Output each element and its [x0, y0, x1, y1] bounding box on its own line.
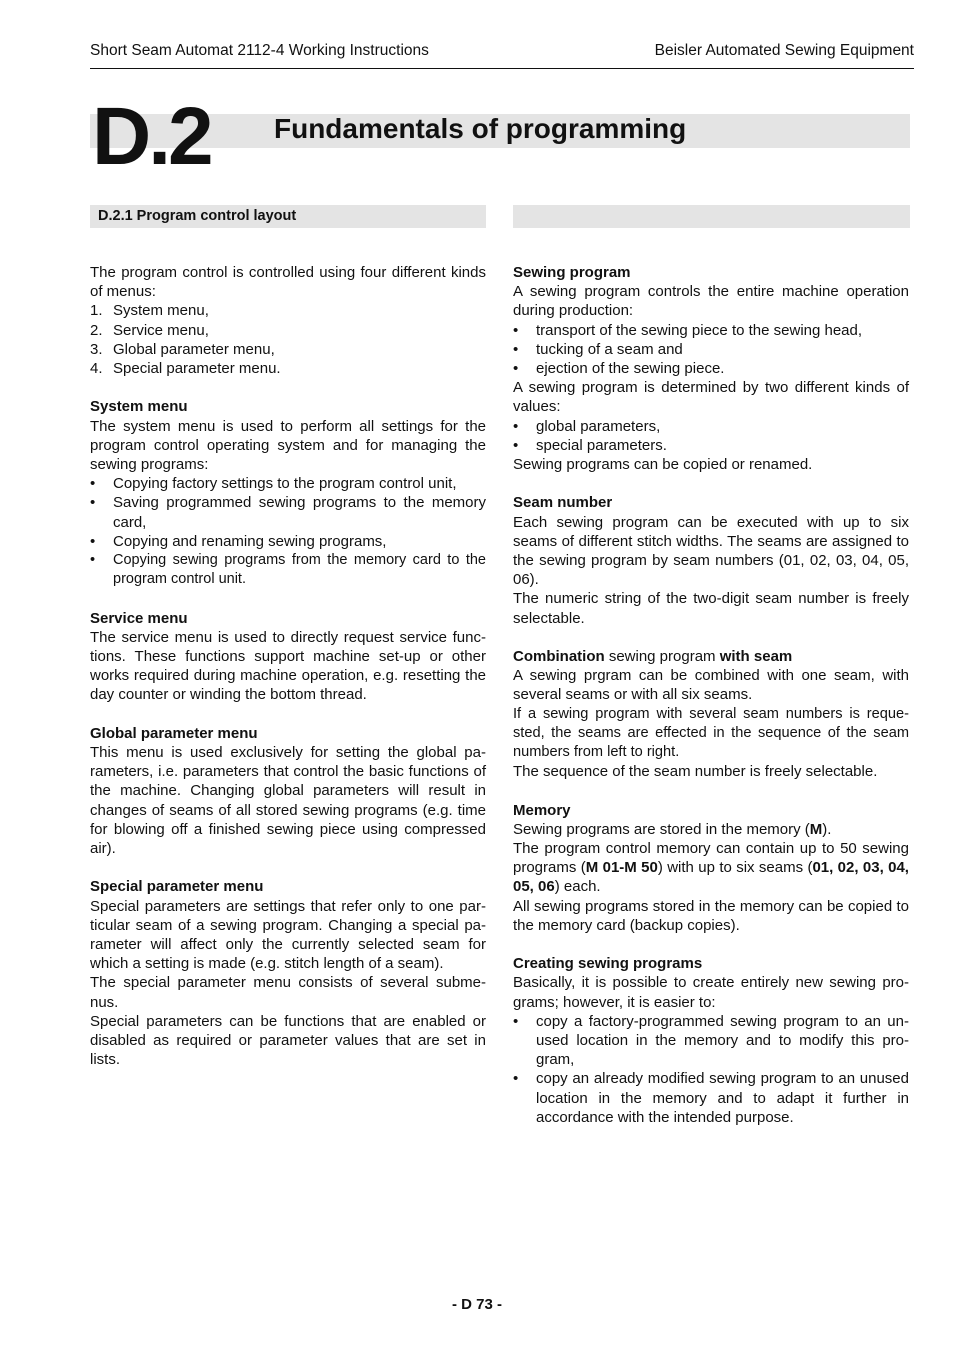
list-item: • tucking of a seam and	[513, 340, 683, 358]
list-item: • Copying sewing programs from the memory card to the program control unit.	[90, 552, 486, 588]
seam-number-text-2: The numeric string of the two-digit seam number is freely selectable.	[513, 590, 909, 627]
section-title: D.2.1 Program control layout	[98, 208, 297, 224]
memory-text-1: Sewing programs are stored in the memory (M).	[513, 820, 832, 838]
creating-heading: Creating sewing programs	[513, 955, 703, 973]
memory-heading: Memory	[513, 801, 571, 819]
service-menu-heading: Service menu	[90, 609, 188, 627]
combination-text-1: A sewing prgram can be combined with one seam, with several seams or with all six seams.	[513, 667, 909, 704]
service-menu-text: The service menu is used to directly request service functions. These functions support machine set-up or other works required during machine operation, e.g. resetting the day counter or winding the bottom thread.	[90, 628, 486, 704]
system-menu-text: The system menu is used to perform all settings for the program control operating system and for managing the sewing programs:	[90, 417, 486, 474]
list-item: 1. System menu,	[90, 302, 209, 320]
list-item: • transport of the sewing piece to the sewing head,	[513, 321, 863, 339]
list-item: • Saving programmed sewing programs to the memory card,	[90, 494, 486, 531]
list-item: • copy a factory-programmed sewing program to an unused location in the memory and to modify this program,	[513, 1012, 909, 1069]
special-menu-heading: Special parameter menu	[90, 878, 264, 896]
header-right-text: Beisler Automated Sewing Equipment	[654, 42, 914, 59]
right-column	[513, 263, 909, 1127]
list-item: • special parameters.	[513, 436, 667, 454]
left-column	[90, 263, 486, 1069]
list-item: 4. Special parameter menu.	[90, 360, 281, 378]
system-menu-heading: System menu	[90, 398, 188, 416]
page-number: - D 73 -	[451, 1296, 502, 1313]
seam-number-text-1: Each sewing program can be executed with up to six seams of different stitch widths. The seams are assigned to the sewing program by seam numbers (01, 02, 03, 04, 05, 06).	[513, 513, 909, 589]
list-item: • Copying and renaming sewing programs,	[90, 532, 387, 550]
creating-text: Basically, it is possible to create entirely new sewing programs; however, it is easier to:	[513, 974, 909, 1011]
intro-text: The program control is controlled using four different kinds of menus:	[90, 264, 486, 301]
list-item: • ejection of the sewing piece.	[513, 360, 725, 378]
combination-heading: Combination sewing program with seam	[513, 648, 793, 666]
list-item: 2. Service menu,	[90, 321, 209, 339]
chapter-title: Fundamentals of programming	[274, 113, 687, 144]
section-bar-right	[513, 205, 910, 228]
list-item: • global parameters,	[513, 417, 661, 435]
sewing-program-text-3: Sewing programs can be copied or renamed.	[513, 456, 813, 474]
global-menu-text: This menu is used exclusively for setting the global parameters, i.e. parameters that control the basic functions of the machine. Changing global parameters will result in changes of seams of all stored sewing programs (e.g. time for blowing off a finished sewing piece using compressed air).	[90, 744, 486, 858]
list-item: 3. Global parameter menu,	[90, 340, 275, 358]
sewing-program-heading: Sewing program	[513, 264, 631, 281]
memory-text-2: The program control memory can contain up to 50 sewing programs (M 01-M 50) with up to six seams (01, 02, 03, 04, 05, 06) each.	[513, 840, 909, 896]
combination-text-3: The sequence of the seam number is freely selectable.	[513, 763, 878, 781]
special-menu-text-2: The special parameter menu consists of several submenus.	[90, 974, 486, 1011]
global-menu-heading: Global parameter menu	[90, 724, 258, 742]
special-menu-text-3: Special parameters can be functions that are enabled or disabled as required or parameter values that are set in lists.	[90, 1012, 486, 1069]
memory-text-3: All sewing programs stored in the memory can be copied to the memory card (backup copies).	[513, 897, 909, 934]
page-header	[90, 42, 914, 69]
list-item: • copy an already modified sewing program to an unused location in the memory and to adapt it further in accordance with the intended purpose.	[513, 1070, 909, 1126]
chapter-number: D.2	[92, 91, 211, 182]
sewing-program-text-2: A sewing program is determined by two different kinds of values:	[513, 379, 909, 416]
special-menu-text-1: Special parameters are settings that refer only to one particular seam of a sewing program. Changing a special parameter will affect only the currently selected seam for which a setting is made (e.g. stitch length of a seam).	[90, 897, 486, 973]
combination-text-2: If a sewing program with several seam numbers is requested, the seams are effected in the sequence of the seam numbers from left to right.	[513, 705, 909, 761]
seam-number-heading: Seam number	[513, 494, 613, 512]
sewing-program-text: A sewing program controls the entire machine operation during production:	[513, 283, 909, 320]
list-item: • Copying factory settings to the program control unit,	[90, 475, 457, 493]
header-left-text: Short Seam Automat 2112-4 Working Instructions	[90, 42, 429, 59]
